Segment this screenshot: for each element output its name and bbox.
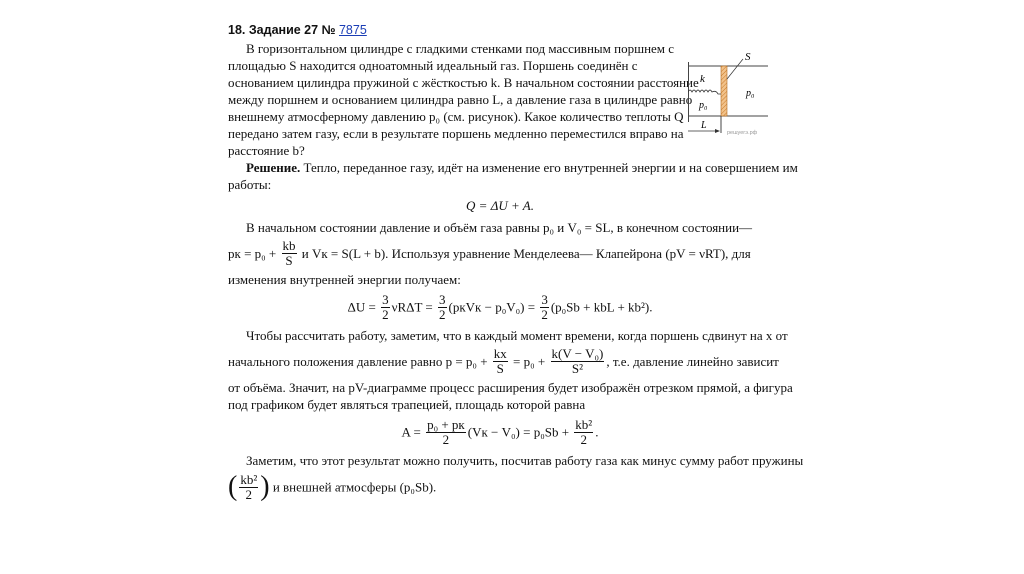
solution-line [228,159,798,176]
problem-line: передано затем газу, если в результате поршень медленно переместился вправо на [228,126,684,141]
spring-icon [688,90,721,94]
solution-line: ( $\frac{\text{kb²}}{2}$ ) и внешней атмосферы (p₀Sb). [228,471,437,502]
solution-line: работы: [228,177,272,192]
solution-line: Заметим, что этот результат можно получить, посчитав работу газа как минус сумму работ пружины [246,453,804,468]
solution-line [228,236,788,271]
problem-line: основанием цилиндра пружиной с жёсткостью k. В начальном состоянии расстояние [228,75,699,90]
label-p0-outside: p₀ [746,88,755,99]
piston [721,66,727,116]
piston-cylinder-figure [688,40,818,140]
label-L: L [701,120,707,131]
equation-q: Q = ΔU + A. [466,198,534,213]
problem-line: расстояние b? [228,143,305,158]
problem-line: внешнему атмосферному давлению p₀ (см. рисунок). Какое количество теплоты Q [228,109,684,124]
problem-line: В горизонтальном цилиндре с гладкими стенками под массивным поршнем с [246,41,675,56]
solution-text: Тепло, переданное газу, идёт на изменение его внутренней энергии и на совершением им [303,160,798,175]
solution-line: под графиком будет являться трапецией, площадь которой равна [228,397,586,412]
problem-line: между поршнем и основанием цилиндра равно L, а давление газа в цилиндре равно [228,92,693,107]
solution-line: начального положения давление равно p = p₀ + $\frac{kx}{S}$ = p₀ + $\frac{\text{k(V − V₀)}}{\text{S²}}$ , т.е. давление линейно зависит [228,346,779,376]
label-p0-inside: p₀ [699,100,708,111]
label-k: k [700,73,705,85]
equation-a: A = $\frac{\text{p₀ + pк}}{2}$ (Vк − V₀) = p₀Sb + $\frac{\text{kb²}}{2}$ . [401,417,599,447]
solution-line: от объёма. Значит, на pV-диаграмме процесс расширения будет изображён отрезком прямой, а фигура [228,380,793,395]
solution-line: В начальном состоянии давление и объём газа равны p₀ и V₀ = SL, в конечном состоянии— [246,220,753,235]
solution-heading: Решение. [246,160,301,175]
task-number-link[interactable]: 7875 [338,23,367,37]
label-S: S [745,51,751,63]
problem-line: площадью S находится одноатомный идеальный газ. Поршень соединён с [228,58,638,73]
solution-text: и Vк = S(L + b). Используя уравнение Менделеева— Клапейрона (pV = νRT), для [301,246,751,261]
solution-line: Чтобы рассчитать работу, заметим, что в каждый момент времени, когда поршень сдвинут на x от [246,328,788,343]
equation-du: ΔU = $\frac{3}{2}$ νRΔT = $\frac{3}{2}$ (pкVк − p₀V₀) = $\frac{3}{2}$ (p₀Sb + kbL + kb²). [347,292,653,322]
task-title [228,22,788,39]
watermark: решуегэ.рф [727,130,758,136]
pk-formula: pк = p₀ + [228,246,277,261]
fraction: $\frac{kb}{S}$ [282,238,296,268]
solution-line: изменения внутренней энергии получаем: [228,272,461,287]
task-title-prefix: 18. Задание 27 № [228,23,336,37]
